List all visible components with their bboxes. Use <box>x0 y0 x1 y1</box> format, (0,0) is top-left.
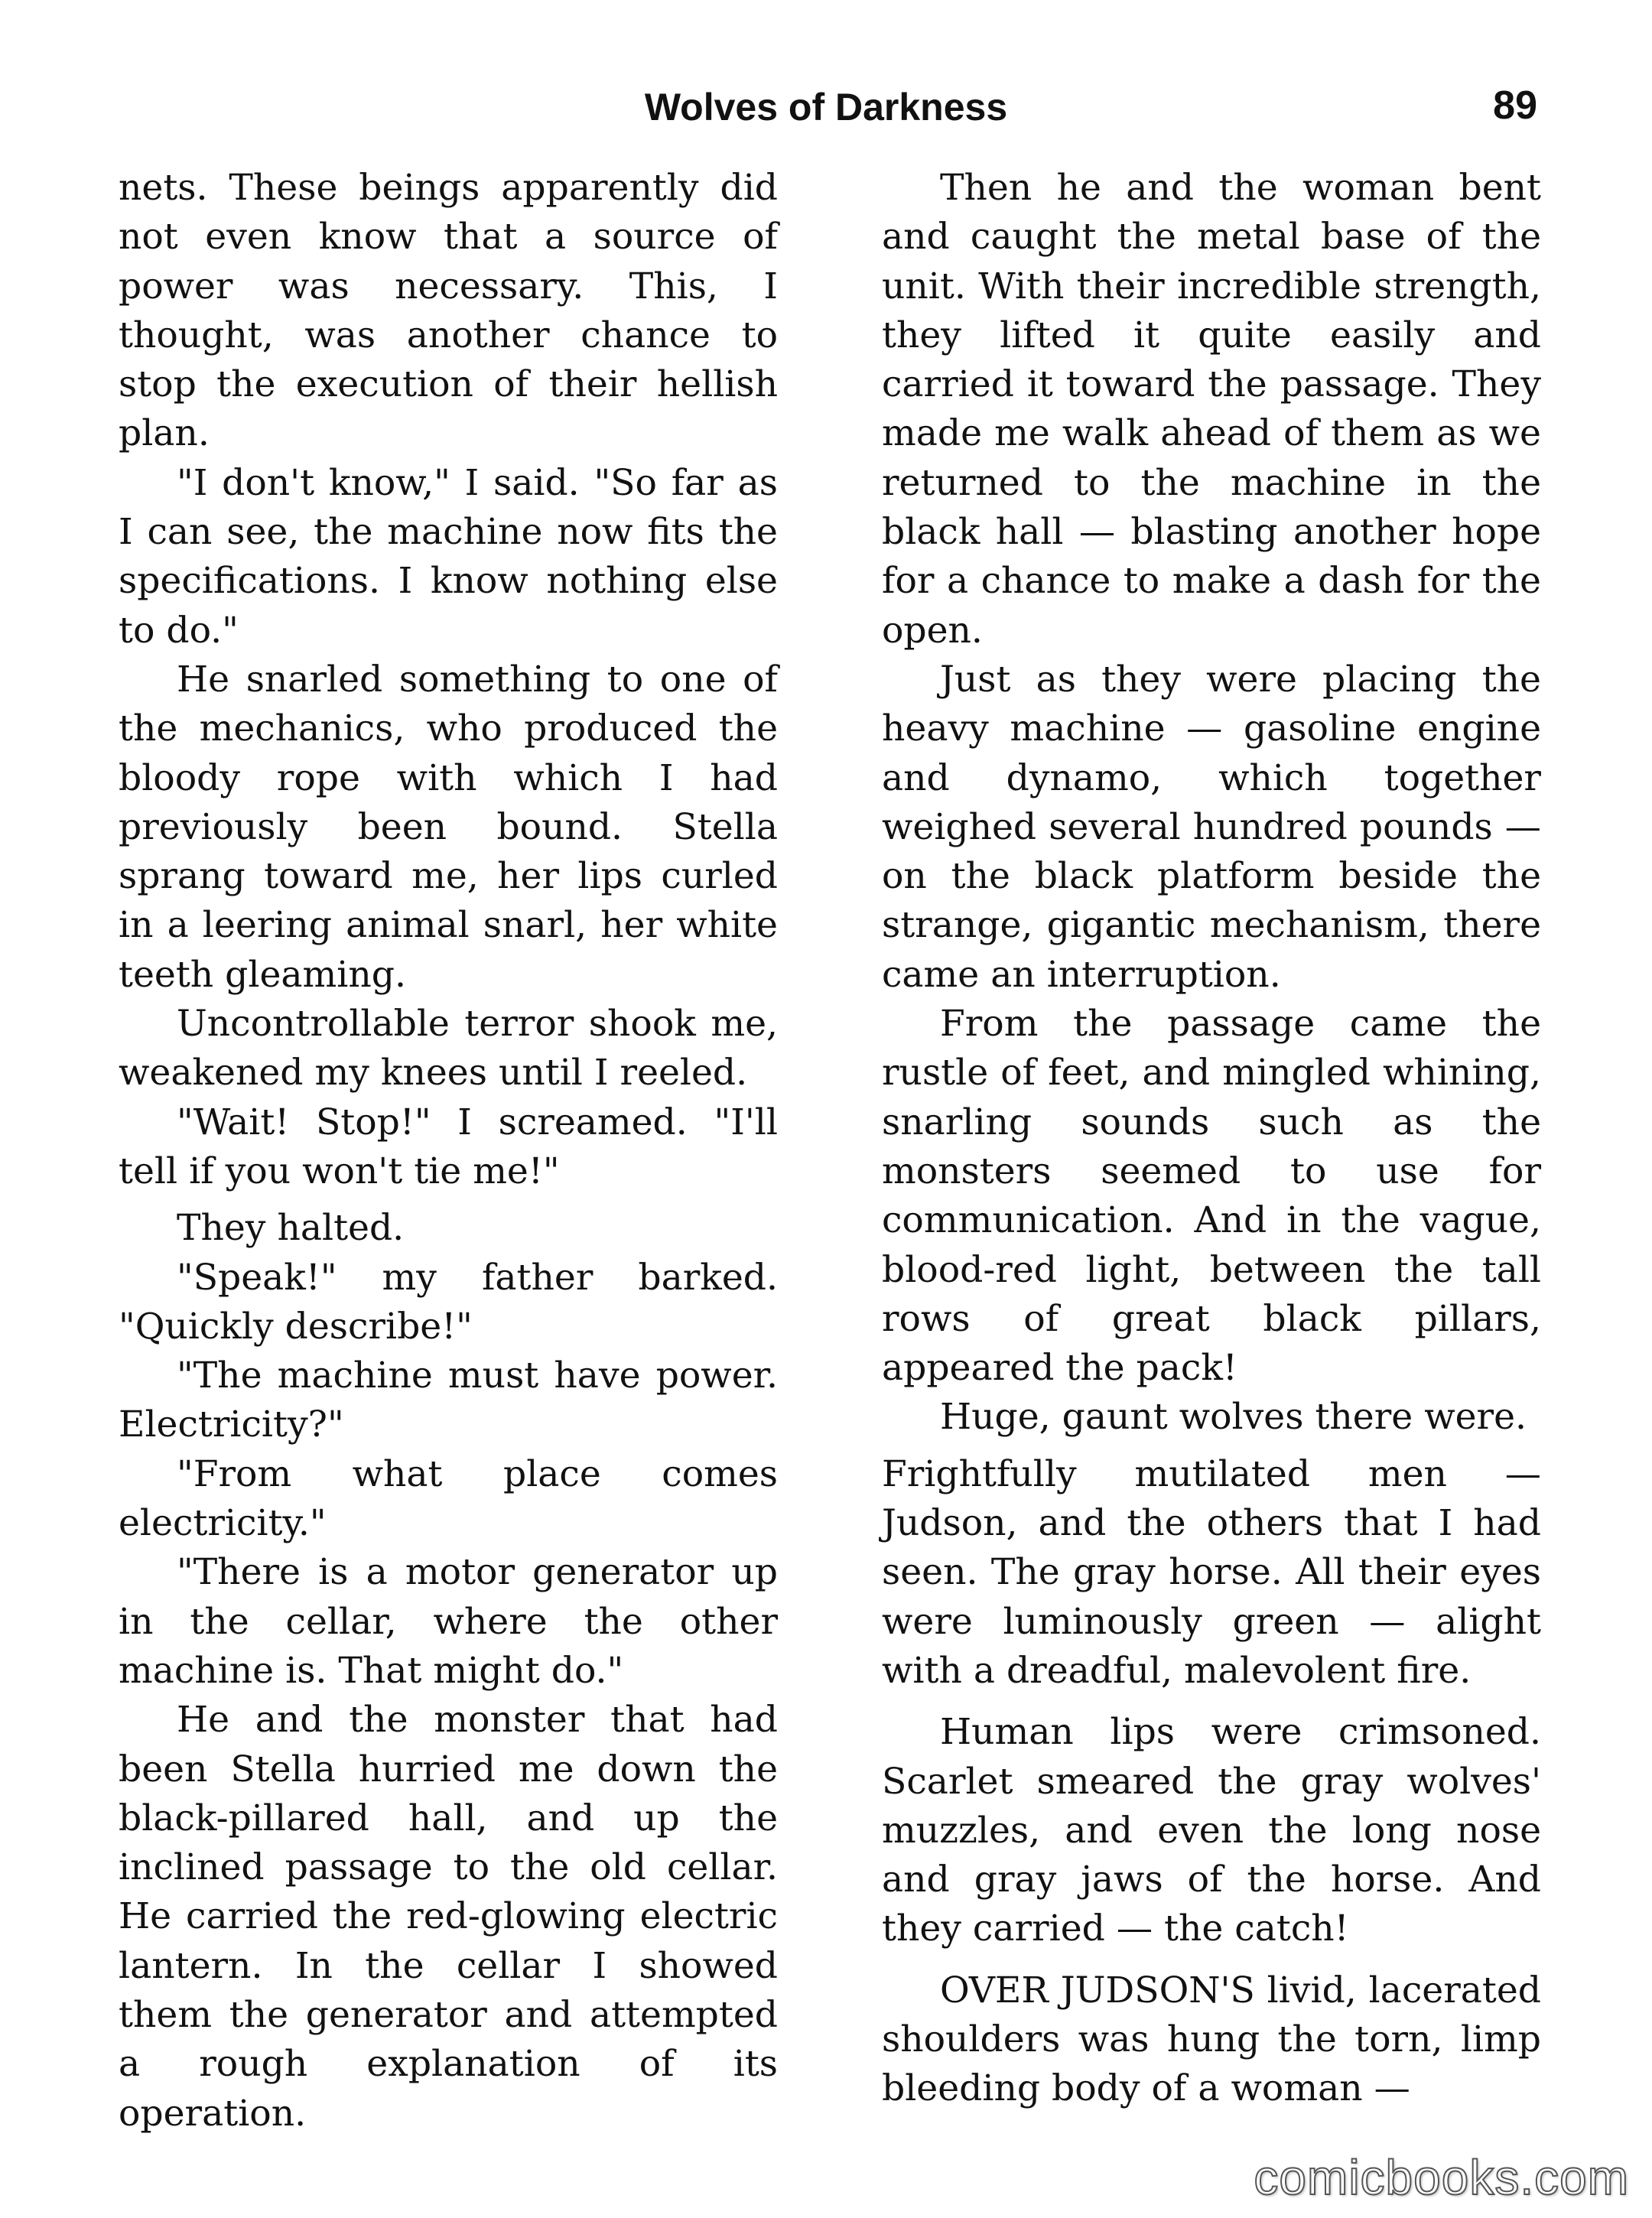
paragraph: "There is a motor generator up in the cellar, where the other machine is. That might do." <box>119 1551 778 1692</box>
paragraph: Huge, gaunt wolves there were. <box>940 1396 1527 1439</box>
paragraph: Frightfully mutilated men — Judson, and the others that I had seen. The gray horse. All their eyes were luminously green — alight with a dreadful, malevolent fire. <box>882 1452 1541 1692</box>
paragraph: OVER JUDSON'S livid, lacerated shoulders was hung the torn, limp bleeding body of a woman — <box>882 1969 1541 2110</box>
running-head-title: Wolves of Darkness <box>644 86 1008 128</box>
left-text-column <box>119 164 778 2138</box>
right-text-column <box>882 164 1541 2114</box>
paragraph: Human lips were crimsoned. Scarlet smeared the gray wolves' muzzles, and even the long nose and gray jaws of the horse. And they carried — the catch! <box>882 1711 1541 1950</box>
paragraph: From the passage came the rustle of feet, and mingled whining, snarling sounds such as the monsters seemed to use for communication. And in the vague, blood-red light, between the tall rows of great black pillars, appeared the pack! <box>882 1003 1541 1390</box>
paragraph: "Wait! Stop!" I screamed. "I'll tell if you won't tie me!" <box>119 1101 778 1192</box>
paragraph: Uncontrollable terror shook me, weakened my knees until I reeled. <box>119 1003 778 1094</box>
paragraph: "From what place comes electricity." <box>119 1452 778 1545</box>
paragraph: nets. These beings apparently did not even know that a source of power was necessary. This, I thought, was another chance to stop the execution of their hellish plan. <box>119 167 778 455</box>
paragraph: He and the monster that had been Stella hurried me down the black-pillared hall, and up the inclined passage to the old cellar. He carried the red-glowing electric lantern. In the cellar I showed them the generator and attempted a rough explanation of its operation. <box>119 1699 778 2135</box>
paragraph: "I don't know," I said. "So far as I can see, the machine now fits the specifications. I know nothing else to do." <box>119 461 778 652</box>
watermark-logo: comicbooks.com <box>1254 2150 1629 2205</box>
paragraph: Then he and the woman bent and caught the metal base of the unit. With their incredible strength, they lifted it quite easily and carried it toward the passage. They made me walk ahead of them as we returned to the machine in the black hall — blasting another hope for a chance to make a dash for the open. <box>882 167 1541 652</box>
paragraph: He snarled something to one of the mechanics, who produced the bloody rope with which I had previously been bound. Stella sprang toward me, her lips curled in a leering animal snarl, her white teeth gleaming. <box>119 658 778 996</box>
paragraph: "The machine must have power. Electricity?" <box>119 1355 778 1446</box>
paragraph: "Speak!" my father barked. "Quickly describe!" <box>119 1256 778 1348</box>
paragraph: Just as they were placing the heavy machine — gasoline engine and dynamo, which together weighed several hundred pounds — on the black platform beside the strange, gigantic mechanism, there came an interruption. <box>882 658 1541 996</box>
page-number: 89 <box>1493 83 1537 128</box>
paragraph: They halted. <box>177 1207 405 1250</box>
